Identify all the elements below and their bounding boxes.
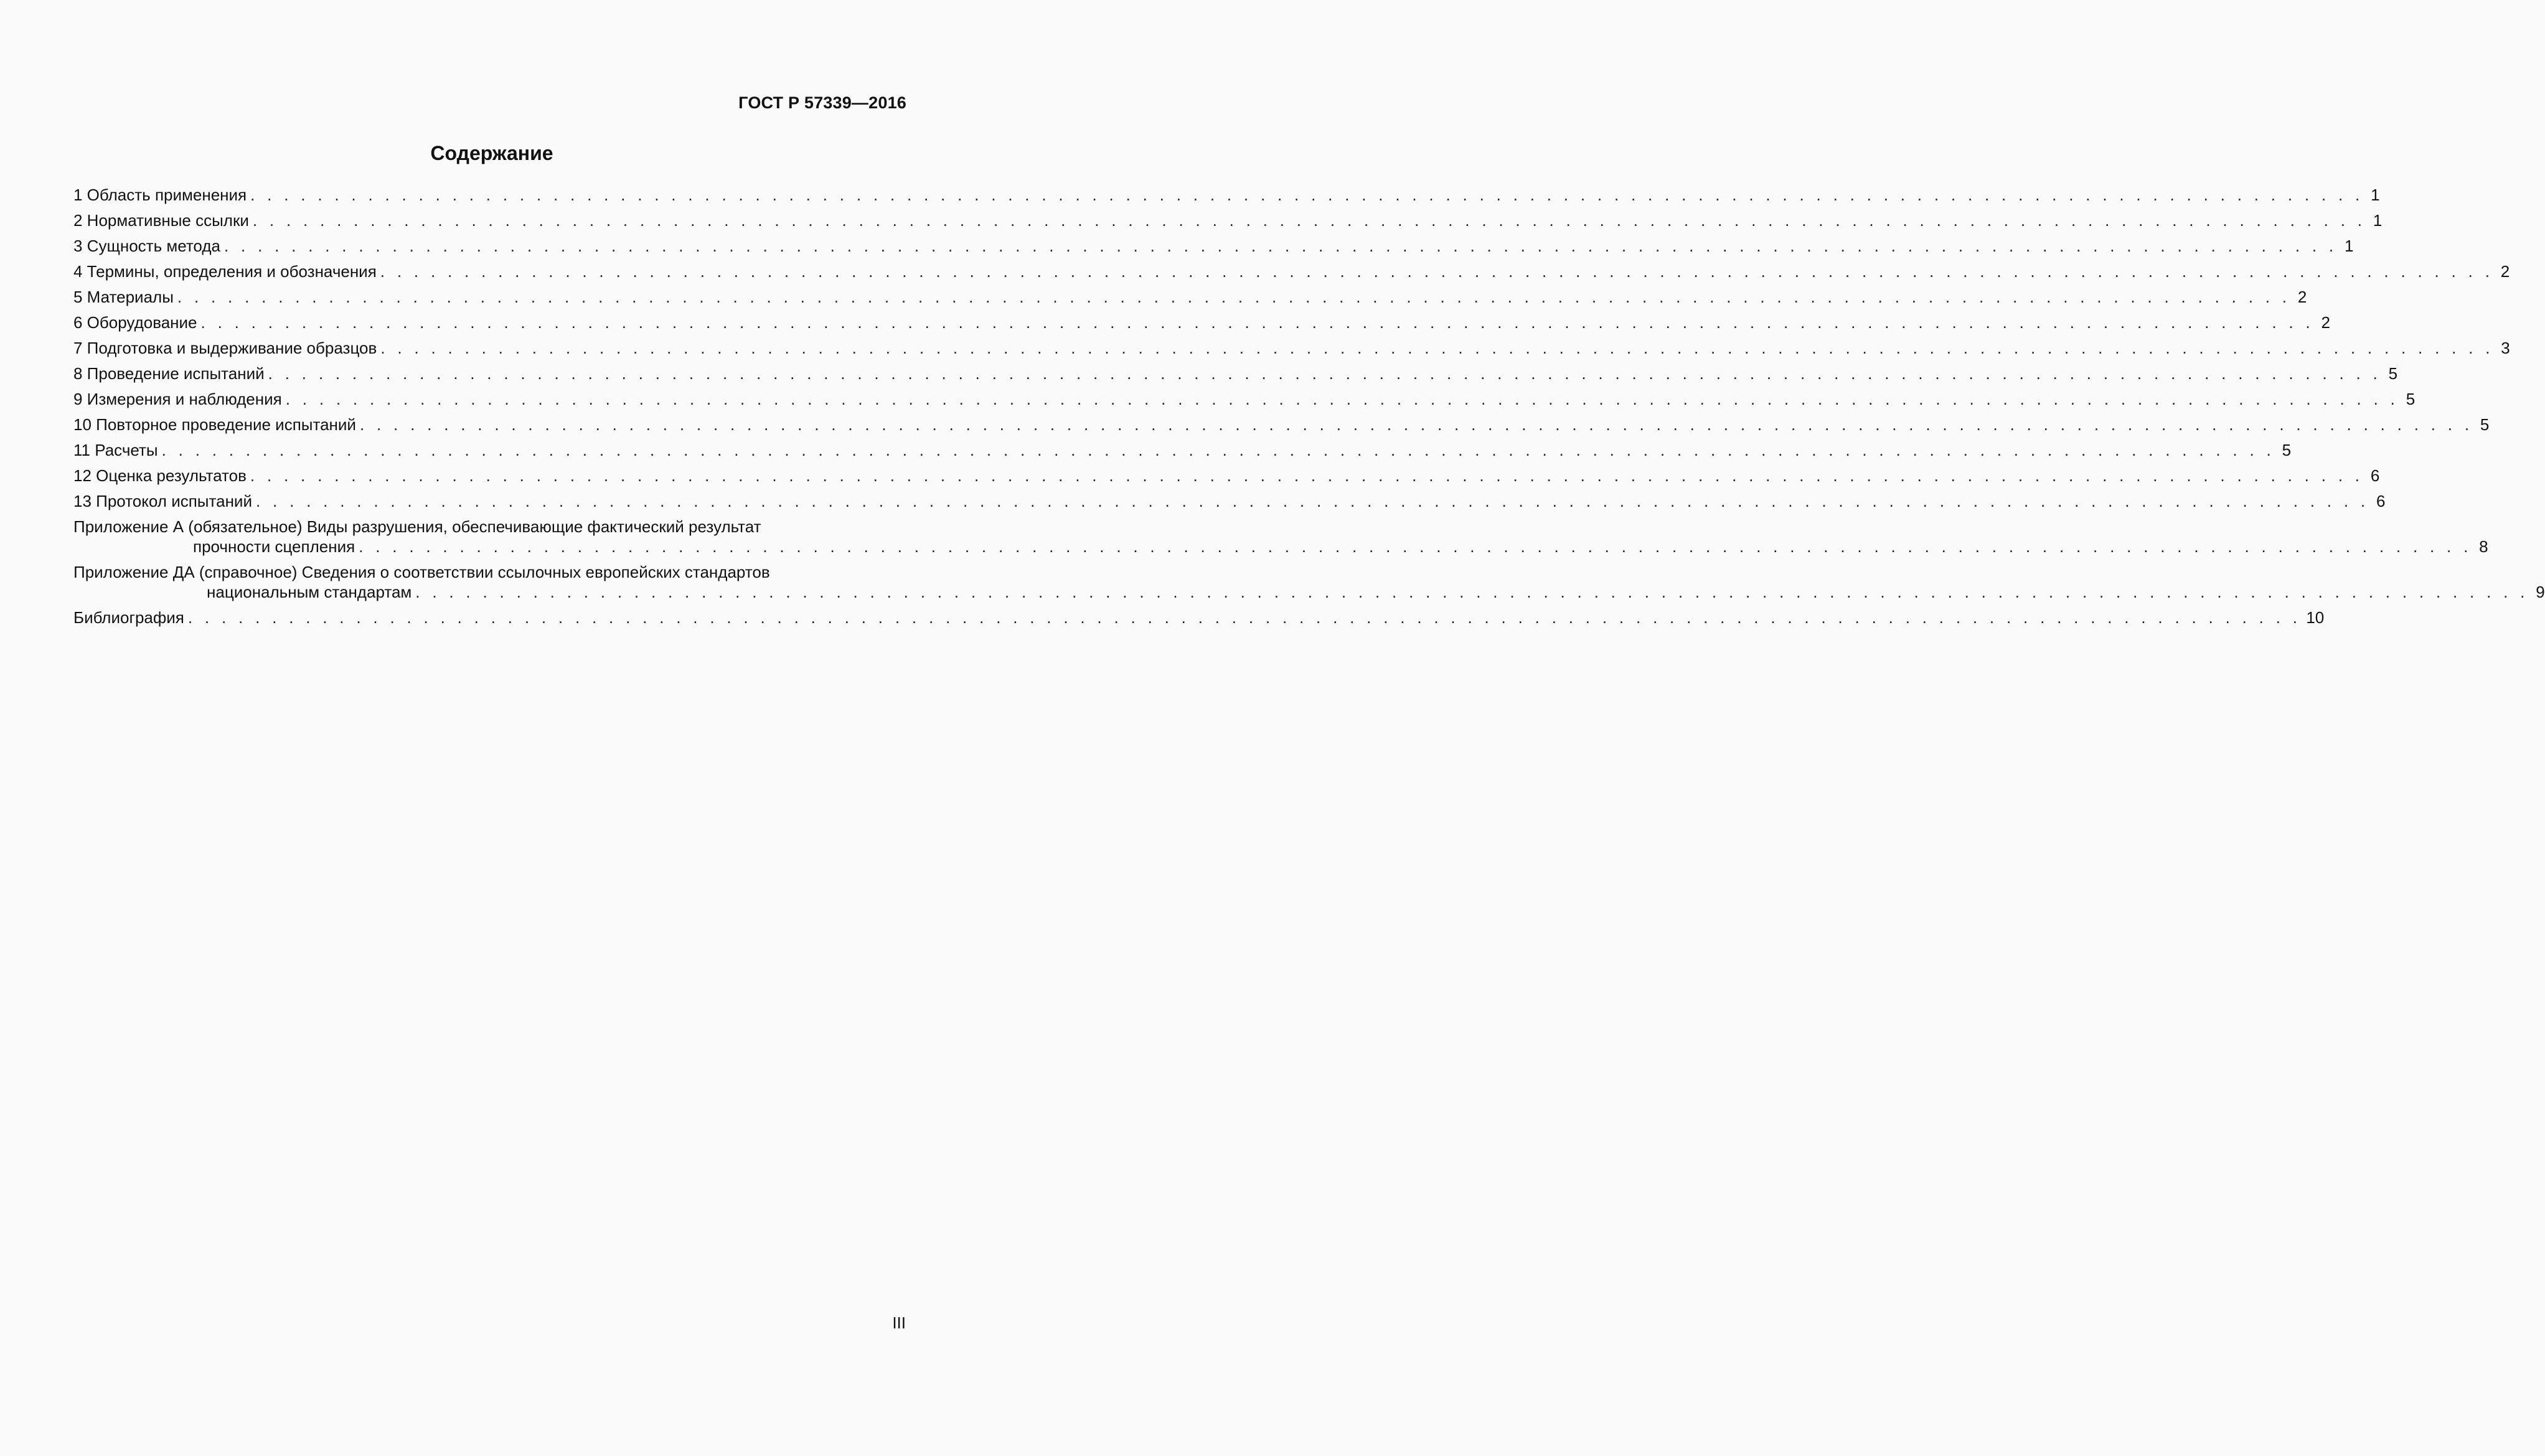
toc-entry-text: 10 Повторное проведение испытаний bbox=[73, 415, 356, 434]
toc-leader-dots: . . . . . . . . . . . . . . . . . . . . . . . . . . . . . . . . . . . . . . . . . . . . . . . . . . . . . . . . . . . . . . . . . . . . . . . . . . . . . . . . . . . . . . . . . . . . . . . . . . . . . . . . . . . . . . . . . . . . . . . . . . . . . . bbox=[415, 583, 2529, 601]
toc-entry-page: 2 bbox=[2500, 262, 2510, 281]
toc-entry-text-line1: Приложение А (обязательное) Виды разрушения, обеспечивающие фактический результат bbox=[73, 517, 761, 536]
toc-leader-dots: . . . . . . . . . . . . . . . . . . . . . . . . . . . . . . . . . . . . . . . . . . . . . . . . . . . . . . . . . . . . . . . . . . . . . . . . . . . . . . . . . . . . . . . . . . . . . . . . . . . . . . . . . . . . . . . . . . . . . . . . . . . . . . bbox=[252, 211, 2366, 230]
toc-entry-text-line1: Приложение ДА (справочное) Сведения о соответствии ссылочных европейских стандартов bbox=[73, 563, 770, 581]
toc-leader-dots: . . . . . . . . . . . . . . . . . . . . . . . . . . . . . . . . . . . . . . . . . . . . . . . . . . . . . . . . . . . . . . . . . . . . . . . . . . . . . . . . . . . . . . . . . . . . . . . . . . . . . . . . . . . . . . . . . . . . . . . . . . . . . . bbox=[359, 415, 2473, 434]
toc-leader-dots: . . . . . . . . . . . . . . . . . . . . . . . . . . . . . . . . . . . . . . . . . . . . . . . . . . . . . . . . . . . . . . . . . . . . . . . . . . . . . . . . . . . . . . . . . . . . . . . . . . . . . . . . . . . . . . . . . . . . . . . . . . . . . . bbox=[359, 537, 2472, 556]
toc-entry-1[interactable] bbox=[73, 185, 2380, 205]
toc-leader-dots: . . . . . . . . . . . . . . . . . . . . . . . . . . . . . . . . . . . . . . . . . . . . . . . . . . . . . . . . . . . . . . . . . . . . . . . . . . . . . . . . . . . . . . . . . . . . . . . . . . . . . . . . . . . . . . . . . . . . . . . . . . . . . . bbox=[380, 262, 2494, 281]
toc-leader-dots: . . . . . . . . . . . . . . . . . . . . . . . . . . . . . . . . . . . . . . . . . . . . . . . . . . . . . . . . . . . . . . . . . . . . . . . . . . . . . . . . . . . . . . . . . . . . . . . . . . . . . . . . . . . . . . . . . . . . . . . . . . . . . . bbox=[200, 313, 2314, 332]
toc-title: Содержание bbox=[430, 142, 553, 164]
toc-leader-dots: . . . . . . . . . . . . . . . . . . . . . . . . . . . . . . . . . . . . . . . . . . . . . . . . . . . . . . . . . . . . . . . . . . . . . . . . . . . . . . . . . . . . . . . . . . . . . . . . . . . . . . . . . . . . . . . . . . . . . . . . . . . . . . bbox=[250, 186, 2364, 204]
toc-leader-dots: . . . . . . . . . . . . . . . . . . . . . . . . . . . . . . . . . . . . . . . . . . . . . . . . . . . . . . . . . . . . . . . . . . . . . . . . . . . . . . . . . . . . . . . . . . . . . . . . . . . . . . . . . . . . . . . . . . . . . . . . . . . . . . bbox=[250, 466, 2364, 485]
toc-entry-page: 2 bbox=[2297, 288, 2307, 306]
toc-entry-text: 7 Подготовка и выдерживание образцов bbox=[73, 339, 377, 357]
toc-entry-text: 13 Протокол испытаний bbox=[73, 492, 252, 510]
toc-entry-bibliography[interactable] bbox=[73, 608, 2325, 627]
toc-entry-8[interactable] bbox=[73, 364, 2398, 383]
toc-entry-page: 5 bbox=[2388, 364, 2398, 383]
document-number: ГОСТ Р 57339—2016 bbox=[738, 93, 906, 112]
toc-entry-7[interactable] bbox=[73, 338, 2510, 358]
toc-entry-text: Библиография bbox=[73, 608, 184, 627]
toc-entry-page: 6 bbox=[2376, 492, 2386, 510]
toc-entry-13[interactable] bbox=[73, 491, 2386, 511]
toc-leader-dots: . . . . . . . . . . . . . . . . . . . . . . . . . . . . . . . . . . . . . . . . . . . . . . . . . . . . . . . . . . . . . . . . . . . . . . . . . . . . . . . . . . . . . . . . . . . . . . . . . . . . . . . . . . . . . . . . . . . . . . . . . . . . . . bbox=[380, 339, 2494, 357]
toc-entry-page: 10 bbox=[2306, 608, 2325, 627]
toc-entry-page: 9 bbox=[2536, 583, 2545, 601]
toc-entry-page: 5 bbox=[2406, 390, 2416, 408]
toc-entry-4[interactable] bbox=[73, 261, 2510, 281]
toc-entry-text: 12 Оценка результатов bbox=[73, 466, 247, 485]
toc-entry-text: 1 Область применения bbox=[73, 186, 247, 204]
toc-entry-page: 1 bbox=[2344, 237, 2354, 255]
toc-leader-dots: . . . . . . . . . . . . . . . . . . . . . . . . . . . . . . . . . . . . . . . . . . . . . . . . . . . . . . . . . . . . . . . . . . . . . . . . . . . . . . . . . . . . . . . . . . . . . . . . . . . . . . . . . . . . . . . . . . . . . . . . . . . . . . bbox=[161, 441, 2275, 459]
toc-entry-page: 1 bbox=[2373, 211, 2383, 230]
toc-entry-5[interactable] bbox=[73, 287, 2307, 307]
toc-leader-dots: . . . . . . . . . . . . . . . . . . . . . . . . . . . . . . . . . . . . . . . . . . . . . . . . . . . . . . . . . . . . . . . . . . . . . . . . . . . . . . . . . . . . . . . . . . . . . . . . . . . . . . . . . . . . . . . . . . . . . . . . . . . . . . bbox=[268, 364, 2382, 383]
toc-entry-text: 9 Измерения и наблюдения bbox=[73, 390, 282, 408]
toc-entry-9[interactable] bbox=[73, 389, 2416, 409]
toc-entry-page: 1 bbox=[2371, 186, 2380, 204]
toc-leader-dots: . . . . . . . . . . . . . . . . . . . . . . . . . . . . . . . . . . . . . . . . . . . . . . . . . . . . . . . . . . . . . . . . . . . . . . . . . . . . . . . . . . . . . . . . . . . . . . . . . . . . . . . . . . . . . . . . . . . . . . . . . . . . . . bbox=[255, 492, 2369, 510]
toc-entry-page: 8 bbox=[2479, 537, 2488, 556]
toc-entry-page: 2 bbox=[2321, 313, 2330, 332]
table-of-contents bbox=[73, 185, 2545, 633]
toc-entry-text: 6 Оборудование bbox=[73, 313, 197, 332]
toc-entry-appendix-a[interactable] bbox=[73, 517, 2488, 557]
toc-entry-text: 4 Термины, определения и обозначения bbox=[73, 262, 377, 281]
page-number: III bbox=[892, 1313, 906, 1332]
toc-entry-text: 3 Сущность метода bbox=[73, 237, 220, 255]
toc-entry-page: 6 bbox=[2370, 466, 2380, 485]
toc-entry-2[interactable] bbox=[73, 210, 2383, 230]
toc-entry-10[interactable] bbox=[73, 415, 2490, 434]
toc-entry-text: 11 Расчеты bbox=[73, 441, 158, 459]
toc-entry-3[interactable] bbox=[73, 236, 2354, 256]
toc-entry-12[interactable] bbox=[73, 466, 2380, 486]
toc-entry-text: 2 Нормативные ссылки bbox=[73, 211, 249, 230]
toc-entry-page: 5 bbox=[2480, 415, 2490, 434]
toc-entry-appendix-da[interactable] bbox=[73, 562, 2545, 602]
toc-leader-dots: . . . . . . . . . . . . . . . . . . . . . . . . . . . . . . . . . . . . . . . . . . . . . . . . . . . . . . . . . . . . . . . . . . . . . . . . . . . . . . . . . . . . . . . . . . . . . . . . . . . . . . . . . . . . . . . . . . . . . . . . . . . . . . bbox=[177, 288, 2291, 306]
toc-entry-11[interactable] bbox=[73, 440, 2292, 460]
toc-entry-6[interactable] bbox=[73, 312, 2330, 332]
toc-entry-page: 3 bbox=[2501, 339, 2510, 357]
toc-leader-dots: . . . . . . . . . . . . . . . . . . . . . . . . . . . . . . . . . . . . . . . . . . . . . . . . . . . . . . . . . . . . . . . . . . . . . . . . . . . . . . . . . . . . . . . . . . . . . . . . . . . . . . . . . . . . . . . . . . . . . . . . . . . . . . bbox=[223, 237, 2338, 255]
toc-entry-text-line2: национальным стандартам bbox=[207, 583, 412, 601]
toc-leader-dots: . . . . . . . . . . . . . . . . . . . . . . . . . . . . . . . . . . . . . . . . . . . . . . . . . . . . . . . . . . . . . . . . . . . . . . . . . . . . . . . . . . . . . . . . . . . . . . . . . . . . . . . . . . . . . . . . . . . . . . . . . . . . . . bbox=[285, 390, 2399, 408]
toc-entry-text: 5 Материалы bbox=[73, 288, 174, 306]
toc-entry-page: 5 bbox=[2282, 441, 2292, 459]
toc-leader-dots: . . . . . . . . . . . . . . . . . . . . . . . . . . . . . . . . . . . . . . . . . . . . . . . . . . . . . . . . . . . . . . . . . . . . . . . . . . . . . . . . . . . . . . . . . . . . . . . . . . . . . . . . . . . . . . . . . . . . . . . . . . . . . . bbox=[187, 608, 2302, 627]
toc-entry-text-line2: прочности сцепления bbox=[193, 537, 355, 556]
toc-entry-text: 8 Проведение испытаний bbox=[73, 364, 265, 383]
